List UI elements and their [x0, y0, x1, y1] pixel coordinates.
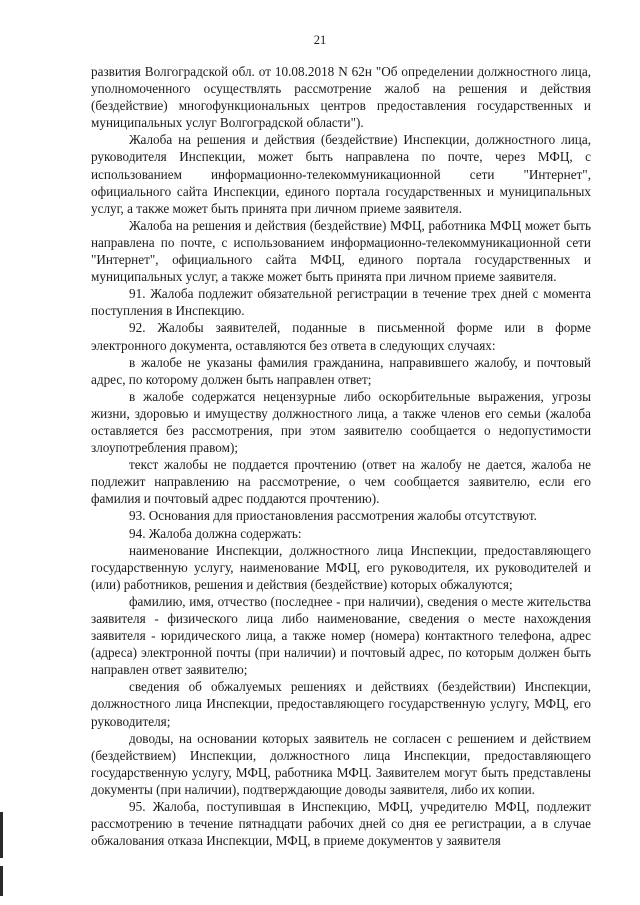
- paragraph: наименование Инспекции, должностного лица Инспекции, предоставляющего государственную услугу, наименование МФЦ, его руководителя, их руководителей и (или) работников, решения и действия (бездействие) которых обжалуются;: [91, 542, 591, 592]
- scan-edge-mark: [0, 812, 3, 858]
- paragraph: Жалоба на решения и действия (бездействие) Инспекции, должностного лица, руководителя Инспекции, может быть направлена по почте, через МФЦ, с использованием информационно-телекоммуникационной сети "Интернет", официального сайта Инспекции, единого портала государственных и муниципальных услуг, а также может быть принята при личном приеме заявителя.: [91, 132, 591, 216]
- paragraph: доводы, на основании которых заявитель не согласен с решением и действием (бездействием) Инспекции, должностного лица Инспекции, предоставляющего государственную услугу, МФЦ, работника МФЦ. Заявителем могут быть представлены документы (при наличии), подтверждающие доводы заявителя, либо их копии.: [91, 730, 591, 797]
- paragraph: 91. Жалоба подлежит обязательной регистрации в течение трех дней с момента поступления в Инспекцию.: [91, 286, 591, 319]
- paragraph: Жалоба на решения и действия (бездействие) МФЦ, работника МФЦ может быть направлена по почте, с использованием информационно-телекоммуникационной сети "Интернет", официального сайта МФЦ, единого портала государственных и муниципальных услуг, а также может быть принята при личном приеме заявителя.: [91, 217, 591, 285]
- scan-edge-mark: [0, 866, 3, 896]
- paragraph: 92. Жалобы заявителей, поданные в письменной форме или в форме электронного документа, оставляются без ответа в следующих случаях:: [91, 320, 591, 353]
- paragraph: сведения об обжалуемых решениях и действиях (бездействии) Инспекции, должностного лица Инспекции, предоставляющего государственную услугу, МФЦ, его руководителя;: [91, 679, 591, 729]
- document-body: [91, 63, 591, 849]
- paragraph: развития Волгоградской обл. от 10.08.2018 N 62н "Об определении должностного лица, уполномоченного осуществлять рассмотрение жалоб на решения и действия (бездействие) многофункциональных центров предоставления государственных и муниципальных услуг Волгоградской области").: [91, 64, 591, 131]
- page-number: 21: [313, 33, 327, 47]
- paragraph: фамилию, имя, отчество (последнее - при наличии), сведения о месте жительства заявителя - физического лица либо наименование, сведения о месте нахождения заявителя - юридического лица, а также номер (номера) контактного телефона, адрес (адреса) электронной почты (при наличии) и почтовый адрес, по которым должен быть направлен ответ заявителю;: [91, 593, 591, 678]
- paragraph: 93. Основания для приостановления рассмотрения жалобы отсутствуют.: [129, 508, 537, 524]
- paragraph: 94. Жалоба должна содержать:: [129, 525, 302, 541]
- paragraph: в жалобе содержатся нецензурные либо оскорбительные выражения, угрозы жизни, здоровью и имуществу должностного лица, а также членов его семьи (жалоба оставляется без рассмотрения, при этом заявителю сообщается о недопустимости злоупотребления правом);: [91, 388, 591, 456]
- paragraph: текст жалобы не поддается прочтению (ответ на жалобу не дается, жалоба не подлежит направлению на рассмотрение, о чем сообщается заявителю, если его фамилия и почтовый адрес поддаются прочтению).: [91, 457, 591, 507]
- paragraph: 95. Жалоба, поступившая в Инспекцию, МФЦ, учредителю МФЦ, подлежит рассмотрению в течение пятнадцати рабочих дней со дня ее регистрации, а в случае обжалования отказа Инспекции, МФЦ, в приеме документов у заявителя: [91, 799, 591, 849]
- paragraph: в жалобе не указаны фамилия гражданина, направившего жалобу, и почтовый адрес, по которому должен быть направлен ответ;: [91, 354, 591, 387]
